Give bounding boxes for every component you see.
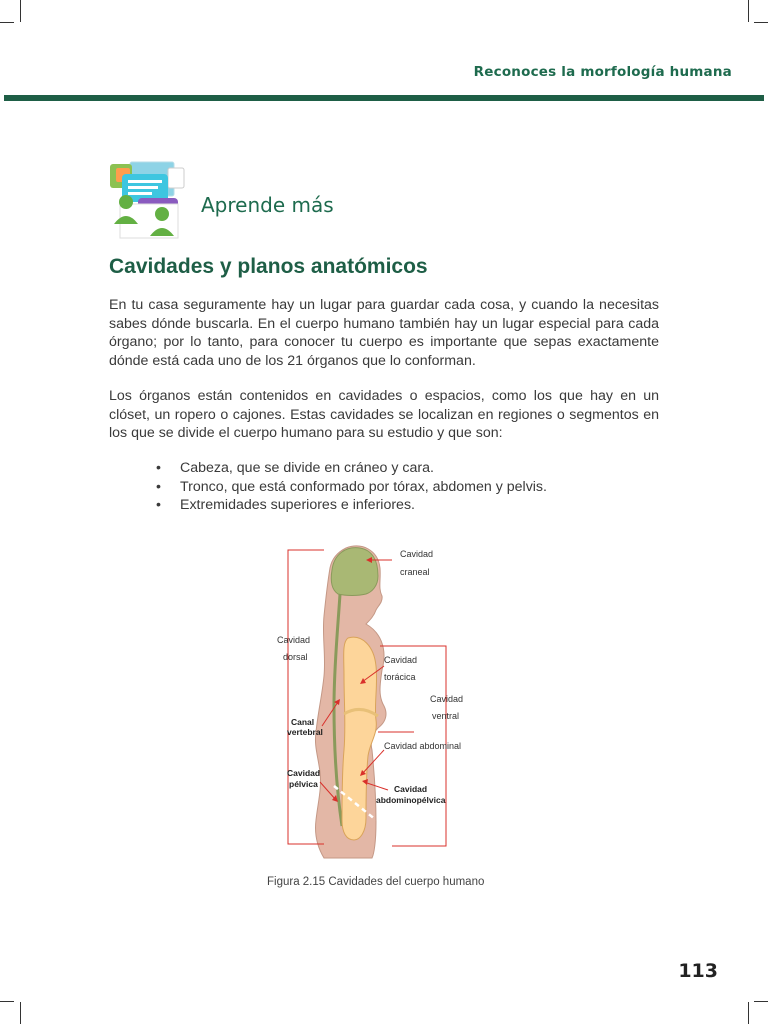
crop-mark [754, 1001, 768, 1002]
section-label: Aprende más [201, 193, 334, 217]
label-cavidad-craneal: craneal [400, 567, 430, 577]
label-cavidad-ventral: Cavidad [430, 694, 464, 704]
label-cavidad-pelvica: Cavidad [287, 768, 321, 778]
list-item: • Tronco, que está conformado por tórax, abdomen y pelvis. [156, 478, 547, 497]
label-canal-vertebral: vertebral [287, 727, 323, 737]
body-cavities-illustration [262, 536, 472, 866]
body-cavities-figure [262, 536, 472, 866]
label-cavidad-dorsal: dorsal [283, 652, 308, 662]
label-cavidad-craneal: Cavidad [400, 549, 434, 559]
list-item: • Cabeza, que se divide en cráneo y cara. [156, 459, 547, 478]
label-cavidad-pelvica: pélvica [289, 779, 318, 789]
list-item: • Extremidades superiores e inferiores. [156, 496, 547, 515]
figure-caption: Figura 2.15 Cavidades del cuerpo humano [267, 876, 485, 888]
label-cavidad-toracica: Cavidad [384, 655, 418, 665]
label-cavidad-abdominal: Cavidad abdominal [384, 741, 462, 751]
label-cavidad-abdominopelvica: Cavidad [394, 784, 428, 794]
label-cavidad-toracica: torácica [384, 672, 416, 682]
crop-mark [0, 22, 14, 23]
crop-mark [748, 1002, 749, 1024]
label-cavidad-ventral: ventral [432, 711, 460, 721]
crop-mark [20, 1002, 21, 1024]
cranial-cavity [331, 548, 378, 596]
running-title: Reconoces la morfología humana [473, 64, 732, 80]
label-cavidad-abdominopelvica: abdominopélvica [376, 795, 446, 805]
crop-mark [0, 1001, 14, 1002]
body-paragraph: En tu casa seguramente hay un lugar para guardar cada cosa, y cuando la necesitas sabes dónde buscarla. En el cuerpo humano también hay un lugar especial para cada órgano; por lo tanto, para conocer tu cuerpo es importante que sepas exactamente dónde está cada uno de los 21 órganos que lo conforman. [109, 297, 659, 369]
crop-mark [748, 0, 749, 22]
crop-mark [20, 0, 21, 22]
bullet-list [156, 459, 547, 515]
header-rule [4, 95, 764, 101]
crop-mark [754, 22, 768, 23]
label-cavidad-dorsal: Cavidad [277, 635, 311, 645]
body-paragraph: Los órganos están contenidos en cavidades o espacios, como los que hay en un clóset, un ropero o cajones. Estas cavidades se localizan en regiones o segmentos en los que se divide el cuerpo humano para su estudio y que son: [109, 388, 659, 441]
page-title: Cavidades y planos anatómicos [109, 255, 428, 278]
label-canal-vertebral: Canal [291, 717, 315, 727]
page-number: 113 [678, 960, 718, 982]
chat-people-icon [108, 158, 188, 240]
